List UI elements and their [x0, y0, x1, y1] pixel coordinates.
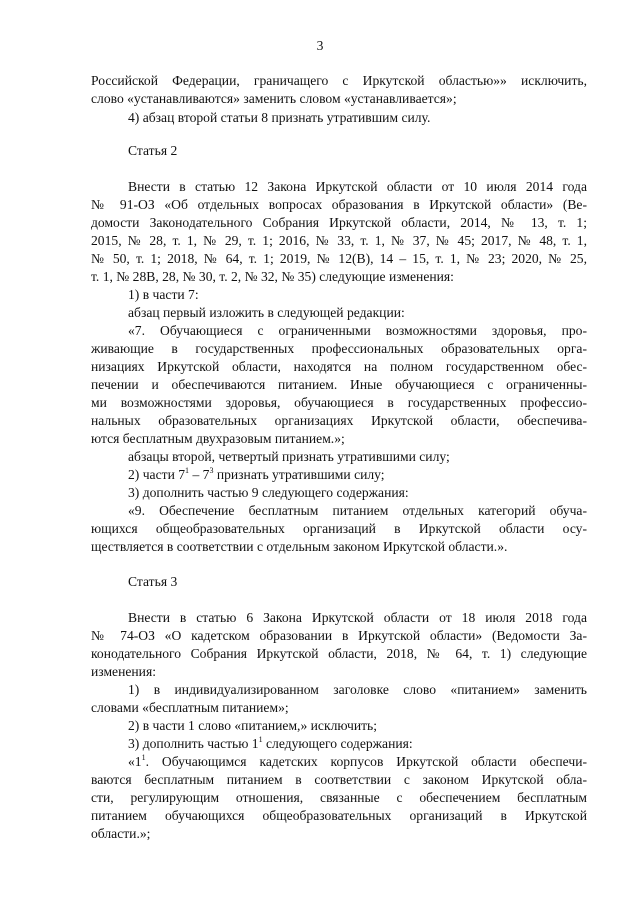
- paragraph-line: Внести в статью 6 Закона Иркутской области от 18 июля 2018 года: [128, 610, 587, 625]
- list-item: 4) абзац второй статьи 8 признать утратившим силу.: [128, 110, 431, 125]
- quote-line: «9. Обеспечение бесплатным питанием отдельных категорий обуча-: [128, 503, 587, 518]
- list-item: 1) в части 7:: [128, 287, 199, 302]
- quote-line: области.»;: [91, 826, 151, 841]
- quote-line: питанием обучающихся общеобразовательных организаций в Иркутской: [91, 808, 587, 823]
- list-item: 3) дополнить частью 9 следующего содержания:: [128, 485, 409, 500]
- paragraph-line: 2015, № 28, т. 1, № 29, т. 1; 2016, № 33, т. 1, № 37, № 45; 2017, № 48, т. 1,: [91, 233, 587, 248]
- quote-line: низациях Иркутской области, находятся на полном государственном обес-: [91, 359, 587, 374]
- list-item: абзац первый изложить в следующей редакции:: [128, 305, 405, 320]
- paragraph-line: слово «устанавливаются» заменить словом «устанавливается»;: [91, 91, 457, 106]
- list-item: 1) в индивидуализированном заголовке слово «питанием» заменить: [128, 682, 587, 697]
- paragraph-line: № 74-ОЗ «О кадетском образовании в Иркутской области» (Ведомости За-: [91, 628, 587, 643]
- paragraph-line: № 91-ОЗ «Об отдельных вопросах образования в Иркутской области» (Ве-: [91, 197, 587, 212]
- article-heading: Статья 2: [128, 143, 178, 158]
- list-item: абзацы второй, четвертый признать утратившими силу;: [128, 449, 450, 464]
- quote-line: ющихся общеобразовательных организаций в Иркутской области осу-: [91, 521, 587, 536]
- quote-line: живающие в государственных профессиональных образовательных орга-: [91, 341, 587, 356]
- paragraph-line: т. 1, № 28В, 28, № 30, т. 2, № 32, № 35) следующие изменения:: [91, 269, 454, 284]
- quote-line: ми возможностями здоровья, обучающиеся в государственных профессио-: [91, 395, 587, 410]
- page-number: 3: [316, 38, 324, 53]
- list-item: 3) дополнить частью $1^1$ следующего содержания:: [128, 735, 413, 751]
- paragraph-line: конодательного Собрания Иркутской области, 2018, № 64, т. 1) следующие: [91, 646, 587, 661]
- list-item: словами «бесплатным питанием»;: [91, 700, 289, 715]
- list-item: 2) в части 1 слово «питанием,» исключить;: [128, 718, 378, 733]
- quote-line: печении и обеспечиваются питанием. Иные обучающиеся с ограниченны-: [91, 377, 587, 392]
- article-heading: Статья 3: [128, 574, 178, 589]
- paragraph-line: Российской Федерации, граничащего с Иркутской областью»» исключить,: [91, 73, 587, 88]
- paragraph-line: № 50, т. 1; 2018, № 64, т. 1; 2019, № 12(В), 14 – 15, т. 1, № 23; 2020, № 25,: [91, 251, 587, 266]
- quote-line: ществляется в соответствии с отдельным законом Иркутской области.».: [91, 539, 508, 554]
- quote-line: нальных образовательных организациях Иркутской области, обеспечива-: [91, 413, 587, 428]
- paragraph-line: домости Законодательного Собрания Иркутской области, 2014, № 13, т. 1;: [91, 215, 587, 230]
- quote-line: ются бесплатным двухразовым питанием.»;: [91, 431, 345, 446]
- list-item: 2) части $7^1 - 7^3$ признать утратившими силу;: [128, 466, 385, 482]
- quote-line: ваются бесплатным питанием в соответствии с законом Иркутской обла-: [91, 772, 587, 787]
- quote-line: «7. Обучающиеся с ограниченными возможностями здоровья, про-: [128, 323, 587, 338]
- quote-line: «$1^1$. Обучающимся кадетских корпусов Иркутской области обеспечи-: [128, 753, 587, 769]
- quote-line: сти, регулирующим отношения, связанные с обеспечением бесплатным: [91, 790, 587, 805]
- paragraph-line: изменения:: [91, 664, 156, 679]
- paragraph-line: Внести в статью 12 Закона Иркутской области от 10 июля 2014 года: [128, 179, 587, 194]
